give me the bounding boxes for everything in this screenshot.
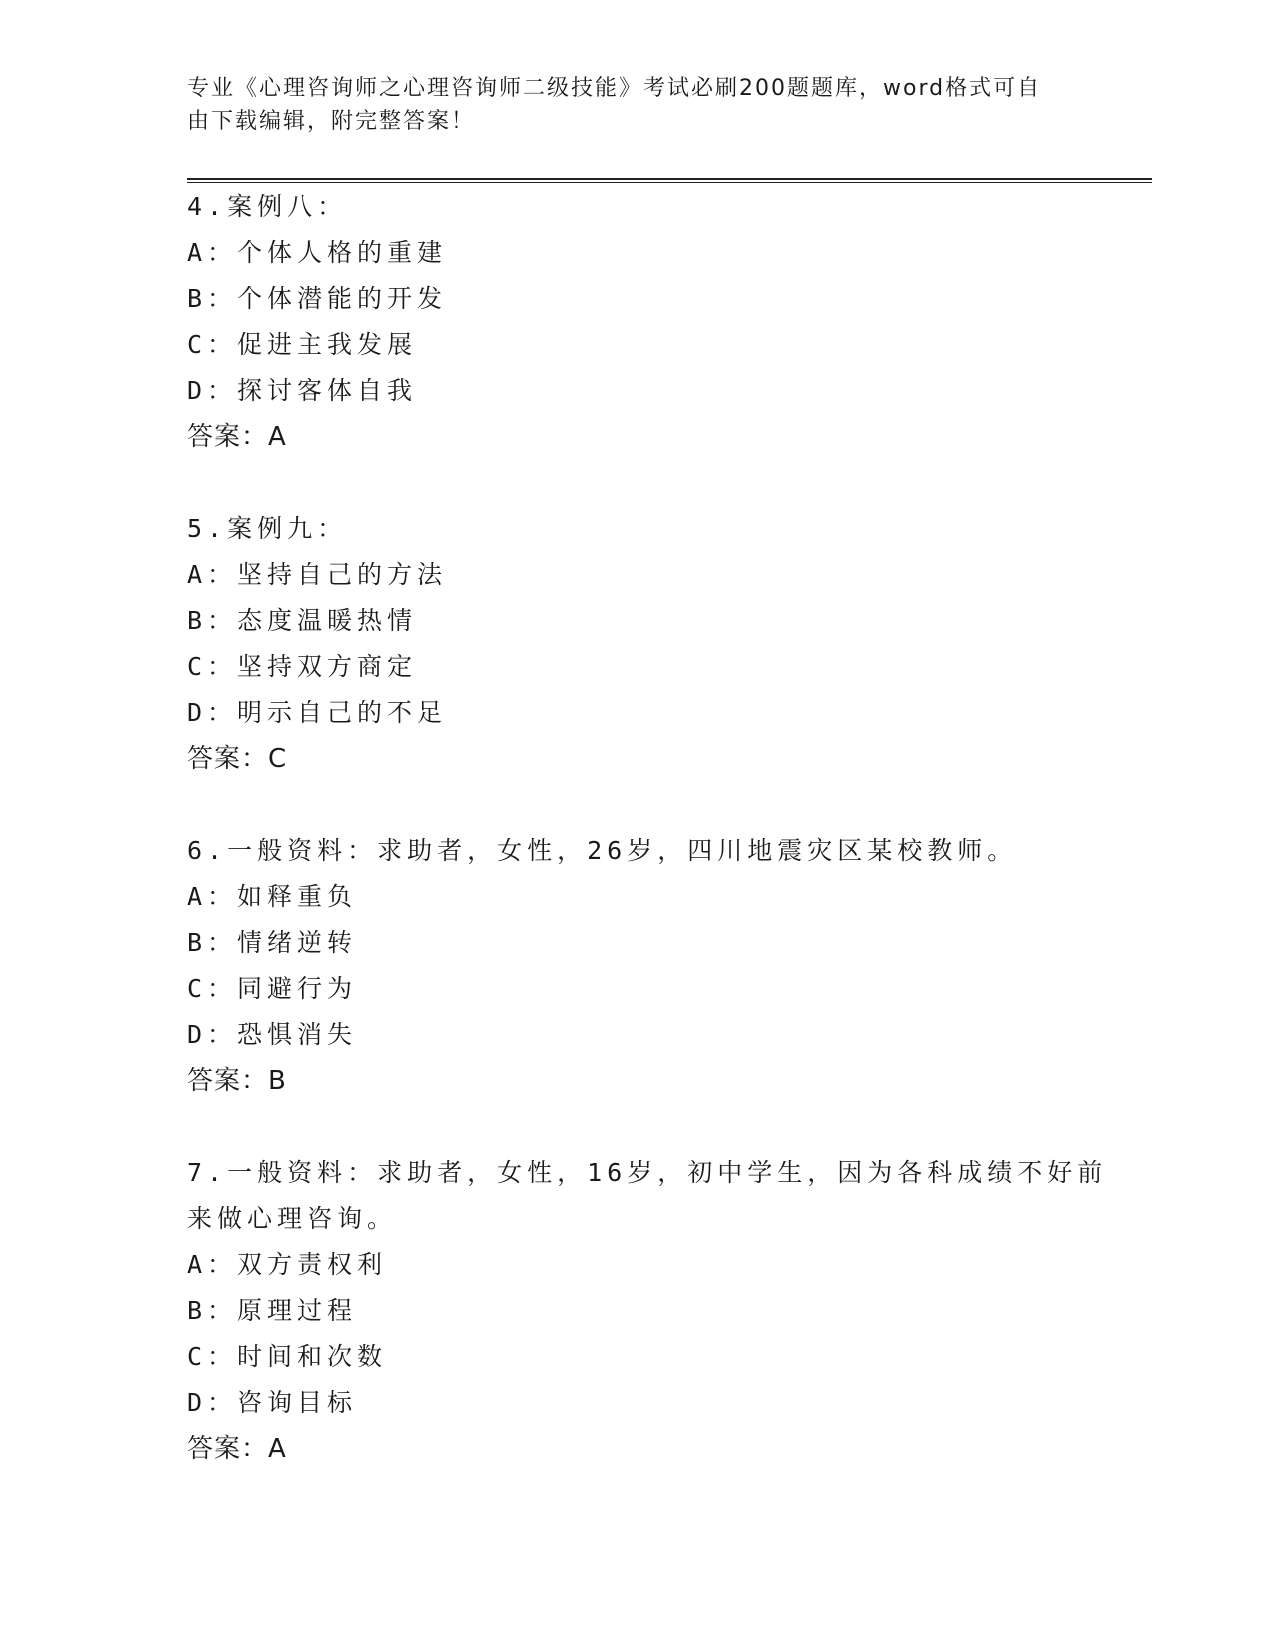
question-stem: 6.一般资料：求助者，女性，26岁，四川地震灾区某校教师。	[187, 836, 1018, 865]
option-a: A：如释重负	[187, 882, 358, 911]
header-line-2: 由下载编辑，附完整答案！	[187, 109, 476, 134]
option-a: A：个体人格的重建	[187, 238, 448, 267]
option-c: C：促进主我发展	[187, 330, 418, 359]
answer-label: 答案：C	[187, 744, 288, 774]
option-c: C：同避行为	[187, 974, 358, 1003]
question-stem-line-1: 7.一般资料：求助者，女性，16岁，初中学生，因为各科成绩不好前	[187, 1158, 1108, 1187]
question-stem: 4.案例八：	[187, 192, 348, 221]
answer-label: 答案：A	[187, 422, 287, 452]
question-5	[187, 506, 1087, 782]
question-stem: 5.案例九：	[187, 514, 348, 543]
answer-label: 答案：A	[187, 1434, 287, 1464]
option-a: A：双方责权利	[187, 1250, 388, 1279]
option-d: D：探讨客体自我	[187, 376, 418, 405]
header-divider	[187, 178, 1152, 183]
question-6	[187, 828, 1087, 1104]
question-7	[187, 1150, 1108, 1472]
question-stem-line-2: 来做心理咨询。	[187, 1204, 398, 1233]
option-c: C：时间和次数	[187, 1342, 388, 1371]
option-d: D：明示自己的不足	[187, 698, 448, 727]
option-b: B：态度温暖热情	[187, 606, 418, 635]
option-b: B：情绪逆转	[187, 928, 358, 957]
question-4	[187, 184, 1087, 460]
option-a: A：坚持自己的方法	[187, 560, 448, 589]
header-line-1: 专业《心理咨询师之心理咨询师二级技能》考试必刷200题题库，word格式可自	[187, 76, 1042, 101]
answer-label: 答案：B	[187, 1066, 287, 1096]
option-b: B：原理过程	[187, 1296, 358, 1325]
option-c: C：坚持双方商定	[187, 652, 418, 681]
option-d: D：咨询目标	[187, 1388, 358, 1417]
option-b: B：个体潜能的开发	[187, 284, 448, 313]
option-d: D：恐惧消失	[187, 1020, 358, 1049]
document-header	[187, 72, 1067, 138]
